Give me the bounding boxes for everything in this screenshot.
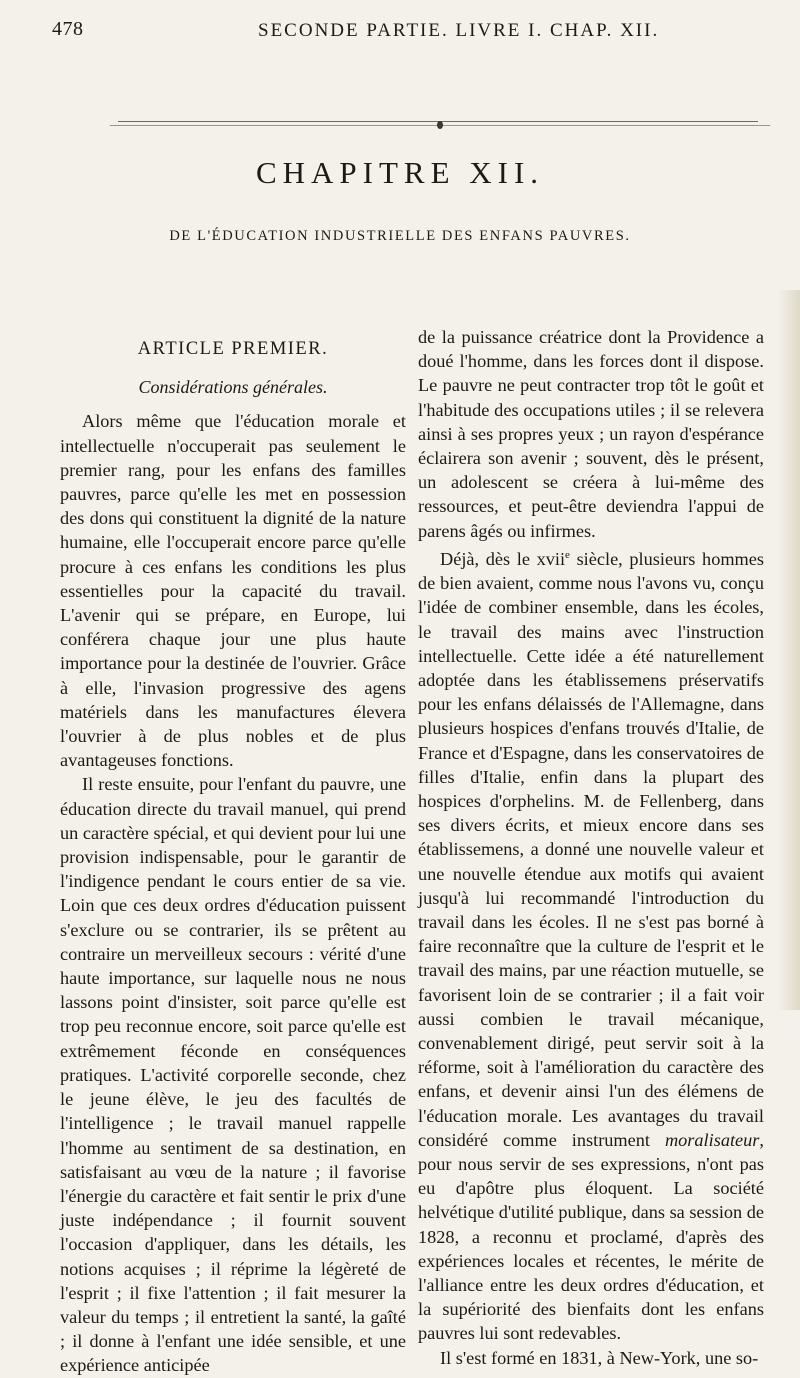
paragraph-text: siècle, plusieurs hommes de bien avaient, comme nous l'avons vu, conçu l'idée de combiner ensemble, dans les écoles, le travail des mains avec l'instruction intellectuelle. Cette idée a été naturellement adoptée dans les établissemens préservatifs pour les enfans délaissés de l'Allemagne, dans plusieurs hospices d'enfans trouvés d'Italie, de France et d'Espagne, dans les conservatoires de filles d'Italie, enfin dans la plupart des hospices d'orphelins. M. de Fellenberg, dans ses divers écrits, et mieux encore dans ses établissemens, a donné une nouvelle valeur et une nouvelle étendue aux motifs qui avaient jusqu'à lui recommandé l'introduction du travail dans les écoles. Il ne s'est pas borné à faire reconnaître que la culture de l'esprit et le travail des mains, par une réaction mutuelle, se favorisent loin de se contrarier ; il a fait voir aussi combien le travail mécanique, convenablement dirigé, peut servir soit à la réforme, soit à l'amélioration du caractère des enfans, et devenir ainsi l'un des élémens de l'éducation morale. Les avantages du travail considéré comme instrument — [418, 548, 765, 1150]
chapter-subtitle: DE L'ÉDUCATION INDUSTRIELLE DES ENFANS PAUVRES. — [169, 228, 631, 244]
right-column — [418, 325, 764, 1370]
article-heading: ARTICLE PREMIER. — [137, 339, 329, 359]
left-column — [60, 325, 406, 1378]
paragraph: Il s'est formé en 1831, à New-York, une so- — [440, 1347, 759, 1368]
paragraph: Alors même que l'éducation morale et intellectuelle n'occuperait pas seulement le premier rang, pour les enfans des familles pauvres, parce qu'elle les met en possession des dons qui constituent la dignité de la nature humaine, elle l'occuperait encore parce qu'elle procure à ces enfans les conditions les plus essentielles pour la capacité du travail. L'avenir qui se prépare, en Europe, lui conférera chaque jour une plus haute importance pour la destinée de l'ouvrier. Grâce à elle, l'invasion progressive des agens matériels dans les manufactures élevera l'ouvrier à de plus nobles et de plus avantageuses fonctions. — [60, 411, 406, 771]
ornament-dot — [437, 121, 443, 129]
paragraph: de la puissance créatrice dont la Providence a doué l'homme, dans les forces dont il dispose. Le pauvre ne peut contracter trop tôt le goût et l'habitude des occupations utiles ; il se relevera ainsi à ses propres yeux ; un rayon d'espérance éclairera son avenir ; souvent, dès le présent, un adolescent se créera à lui-même des ressources, et peut-être deviendra l'appui de parens âgés ou infirmes. — [418, 327, 764, 541]
paragraph-text: Déjà, dès le xvii — [440, 548, 566, 569]
paragraph — [418, 543, 764, 1346]
page-number: 478 — [52, 18, 84, 40]
paragraph-text: , pour nous servir de ses expressions, n'ont pas eu d'apôtre plus éloquent. La société helvétique d'utilité publique, dans sa session de 1828, a reconnu et proclamé, d'après des expériences locales et récentes, le mérite de l'alliance entre les deux ordres d'éducation, et la supériorité des bienfaits dont les enfans pauvres lui sont redevables. — [418, 1129, 765, 1344]
running-head — [0, 14, 800, 50]
running-title: SECONDE PARTIE. LIVRE I. CHAP. XII. — [258, 20, 660, 41]
page-edge-stain — [778, 290, 800, 1010]
article-subheading: Considérations générales. — [138, 377, 328, 398]
chapter-title: CHAPITRE XII. — [255, 155, 545, 190]
paragraph: Il reste ensuite, pour l'enfant du pauvre, une éducation directe du travail manuel, qui prend un caractère spécial, et qui devient pour lui une provision indispensable, pour le garantir de l'indigence pendant le cours entier de sa vie. Loin que ces deux ordres d'éducation puissent s'exclure ou se contrarier, ils se prêtent au contraire un merveilleux secours : vérité d'une haute importance, sur laquelle nous ne nous lassons point d'insister, soit parce qu'elle est trop peu reconnue encore, soit parce qu'elle est extrêmement féconde en conséquences pratiques. L'activité corporelle seconde, chez le jeune élève, le jeu des facultés de l'intelligence ; le travail manuel rappelle l'homme au sentiment de sa destination, en satisfaisant au vœu de la nature ; il favorise l'énergie du caractère et fait sentir le prix d'une juste indépendance ; il fournit souvent l'occasion d'appliquer, dans les détails, les notions acquises ; il réprime la légèreté de l'esprit ; il fixe l'attention ; il fait mesurer la valeur du temps ; il entretient la santé, la gaîté ; il donne à l'enfant une idée sensible, et une expérience anticipée — [60, 774, 406, 1376]
italic-term: moralisateur — [664, 1129, 760, 1150]
superscript: e — [565, 548, 570, 561]
